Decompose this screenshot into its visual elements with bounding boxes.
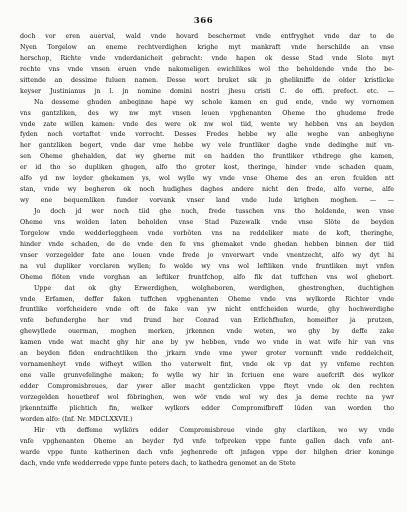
text-line: jrkenntniffe plichtich fin, welker wylkors edder Compromifbreff lûden van worden tho xyxy=(20,404,394,412)
text-line: vornamenheyt vnde wifheyt willen tho vaterwelt fint, vnde ok vp dat yy vnfeme rechten xyxy=(20,361,394,369)
text-line: sen Oheme ghehalden, dat wy gherne mit en hadden tho fruntliker vthdrege ghe kamen, xyxy=(20,153,394,161)
text-line: rechte vns vnde vnsen eruen vnde nakomeligen ewichlikes wol tho beholdende vnde tho be- xyxy=(20,65,394,73)
text-line: ghewyllede ouerman, moghen merken, jrkennen vnde weten, wo ghy by deffe zake xyxy=(20,328,394,336)
text-line: Nyen Torgelow an eneme rechtverdighen krighe myt mankraft vnde herschilde an vnse xyxy=(20,43,394,51)
text-line: Torgelow vnde wedderleggheen vnde vorbôten vns na reddeliker mate de koft, theringhe, xyxy=(20,229,394,237)
text-line: edder Compromisbreues, dar ywer aller macht gentzlicken vppe fteyt vnde ok den rechten xyxy=(20,383,394,390)
text-line: Na desseme ghuden anbeginne hape wy schole kamen en gud ende, vnde wy vornomen xyxy=(34,98,394,106)
text-line: Oheme vns wolden laten beholden vnse Stad Pazewalk vnde vnse Slöte de beyden xyxy=(20,218,394,226)
text-line: fyden noch vortaftet vnde vorrocht. Desses Fredes hebbe wy alle weghe van anbeghyne xyxy=(20,131,394,139)
text-line: dach, vnde vnfe wedderrede vppe funte peters dach, to kathedra genomet an de Stete xyxy=(20,459,296,467)
text-line: vns gantzliken, des wy nw myt vnsen leuen vpghenanten Oheme tho ghudeme frede xyxy=(20,109,394,117)
text-line: Uppe dat ok ghy Erwerdighen, wolgheboren, werdighen, ghestrenghen, duchtighen xyxy=(34,284,394,292)
text-line: worden alfo: (Inf. Nr. MDCLXXVII.) xyxy=(20,415,133,423)
text-line: vnfe vpghenanten Oheme an beyder fyd vnfe tofpreken vppe funte gallen dach vnfe ant- xyxy=(20,437,394,445)
text-line: herschop, Richte vnde vnderdanicheit gebracht: vnde hapen ok desse Stad vnde Slote myt xyxy=(20,54,394,62)
page-number: 366 xyxy=(193,16,214,26)
text-line: vorzegelden houetbref wol föbringhen, wen wör vnde wol wy des ja deme rechte na ywr xyxy=(20,393,394,401)
text-line: er id tho so dupliken ghugen, alfo tho groter kost, theringe, hinder vnde schaden quam, xyxy=(20,164,394,172)
text-line: vnser vorzegelder fate ane louen vnde frede jo vnverwart vnde vnentzecht, alfo wy dyt hi xyxy=(20,251,394,259)
text-line: kamen vnde wat macht ghy hir ane by yw hebben, vnde wo vnde in wat wife hir van vns xyxy=(20,339,394,347)
text-line: fruntlike vorfcheidere vnde oft de fake van yw nicht entfcheiden wurde, ghy hochwerdighe xyxy=(20,306,394,314)
text-line: sittende an dessime fuluen namen. Desse wort bruket sik jn ghelikniffe de older kristlicke xyxy=(20,76,394,84)
text-line: vnde Erfamen, deffer faken tuffchen vpghenanten Oheme vnde vns wylkorde Richter vnde xyxy=(20,295,394,303)
text-line: warde vppe funte katherinen dach vnfe jeghenrede oft jnfagen vppe der hilghen drier koninge xyxy=(20,448,394,456)
text-line: keyser Justinianus jn l. jn nomine domini nostri jhesu cristi C. de offi. prefect. etc. — xyxy=(20,87,394,95)
text-line: stan, vnde wy begheren ok noch hudighes daghes andere nicht den frede, alfo verne, alfe xyxy=(20,186,394,194)
text-line: alfo yd nw leyder ghekamen ys, wol wylle wy vnde vnse Oheme des an eren fculden ntt xyxy=(20,175,394,183)
text-line: vnde zate willen kamen: vnde des were ok nw wol tiid, wente wy hebben vns an beyden xyxy=(20,120,394,128)
text-line: hinder vnde schaden, de de vnde den fe vns ghemaket vnde ghedan hebben binnen der tiid xyxy=(20,240,394,248)
text-line: Oheme flöten vnde vorghan an leftiker fruntfchop, alfo fik dat tuffchen vns wol ghebort. xyxy=(20,273,394,281)
text-line: wy ene bequemliken funder vorvank vnser land vnde lude krighen moghen. — — xyxy=(20,197,394,205)
text-line: Hir vth deffeme wylkörs edder Compromisbreue vinde ghy clarliken, wo wy vnde xyxy=(34,426,394,434)
text-line: an beyden fiden endrachtliken tho jrkarn vnde vme ywer groter vornunft vnde reddelcheit, xyxy=(20,350,394,358)
text-line: her gantzliken begert, vnde dar vme hebbe wy vele fruntliker daghe vnde dedinghe mit vn- xyxy=(20,142,394,150)
text-line: vnfe befunderghe her vnd frund her Conrad van Erlichfhufen, homeifter ja prutzen, xyxy=(20,317,394,325)
text-line: na vul dupliker vorclaren wyllen; fo wolde wy vns wol leftliken vnde fruntliken myt vnfen xyxy=(20,262,394,270)
body-text xyxy=(20,32,394,470)
text-line: Jo doch jd wer noch tiid ghe nuch, frede tusschen vns tho holdende, wen vnse xyxy=(34,208,394,215)
text-line: doch vor eren auerval, wald vnde hovard beschermet vnde entfryghet vnde dar to de xyxy=(20,33,394,40)
text-line: ene valle grunvefelinghe maken; fo wylle wy hir in fcriuen ene ware auefcrift des wylkor xyxy=(20,372,394,380)
